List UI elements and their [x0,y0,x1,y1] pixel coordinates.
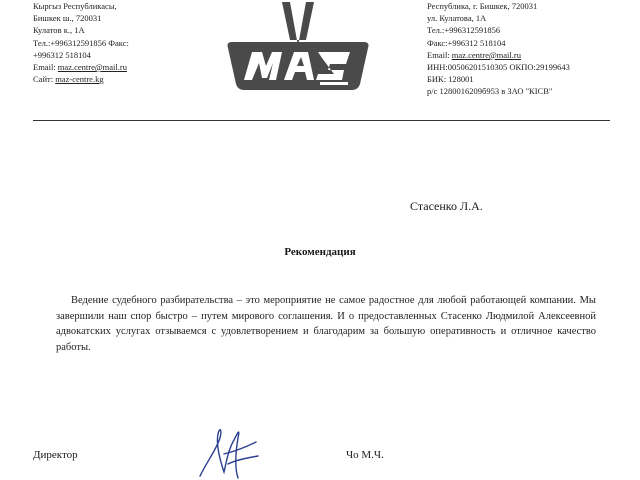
header-left-contacts [33,0,178,85]
site-link[interactable]: maz-centre.kg [55,74,104,85]
header-right-line: Республика, г. Бишкек, 720031 [427,1,538,11]
body-paragraph: Ведение судебного разбирательства – это мероприятие не самое радостное для любой работающей компании. Мы завершили наш спор быстро – путем мирового соглашения. И о предоставленных Стасенко Людмилой Алексеевной адвокатских услугах отзываемся с удовлетворением и благодарим за большую оперативность и отличное качество работы. [56,295,596,353]
header-right-line: ИНН:00506201510305 ОКПО:29199643 [427,62,570,73]
email-label: Email: [33,62,58,73]
site-label: Сайт: [33,74,56,85]
addressee: Стасенко Л.А. [410,199,483,213]
email-label: Email: [427,49,452,60]
header-right-line: ул. Кулатова, 1А [427,13,487,24]
header-right-email-line [427,49,637,61]
header-left-line: Кулатов к., 1А [33,25,85,36]
header-right-contacts [427,0,637,98]
email-link[interactable]: maz.centre@mail.ru [451,49,521,60]
header-divider [33,120,610,121]
header-left-site-line [33,73,178,85]
letter-body [56,293,596,355]
maz-logo [222,0,374,92]
header-right-line: Тел.:+996312591856 [427,25,501,36]
signatory-position: Директор [33,449,78,461]
header-left-line: Тел.:+996312591856 Факс: [33,37,129,48]
document-title: Рекомендация [284,246,356,258]
header-left-line: Бишкек ш., 720031 [33,13,102,24]
email-link[interactable]: maz.centre@mail.ru [57,62,127,73]
signatory-name: Чо М.Ч. [346,449,384,461]
header-left-email-line [33,61,178,73]
header-left-line: +996312 518104 [33,49,91,60]
header-right-line: БИК: 128001 [427,74,474,85]
header-left-line: Кыргыз Республикасы, [33,1,117,11]
header-right-line: Факс:+996312 518104 [427,37,506,48]
header-right-line: р/с 1280016209б953 в ЗАО "КICB" [427,86,553,97]
signature-image [194,420,264,480]
